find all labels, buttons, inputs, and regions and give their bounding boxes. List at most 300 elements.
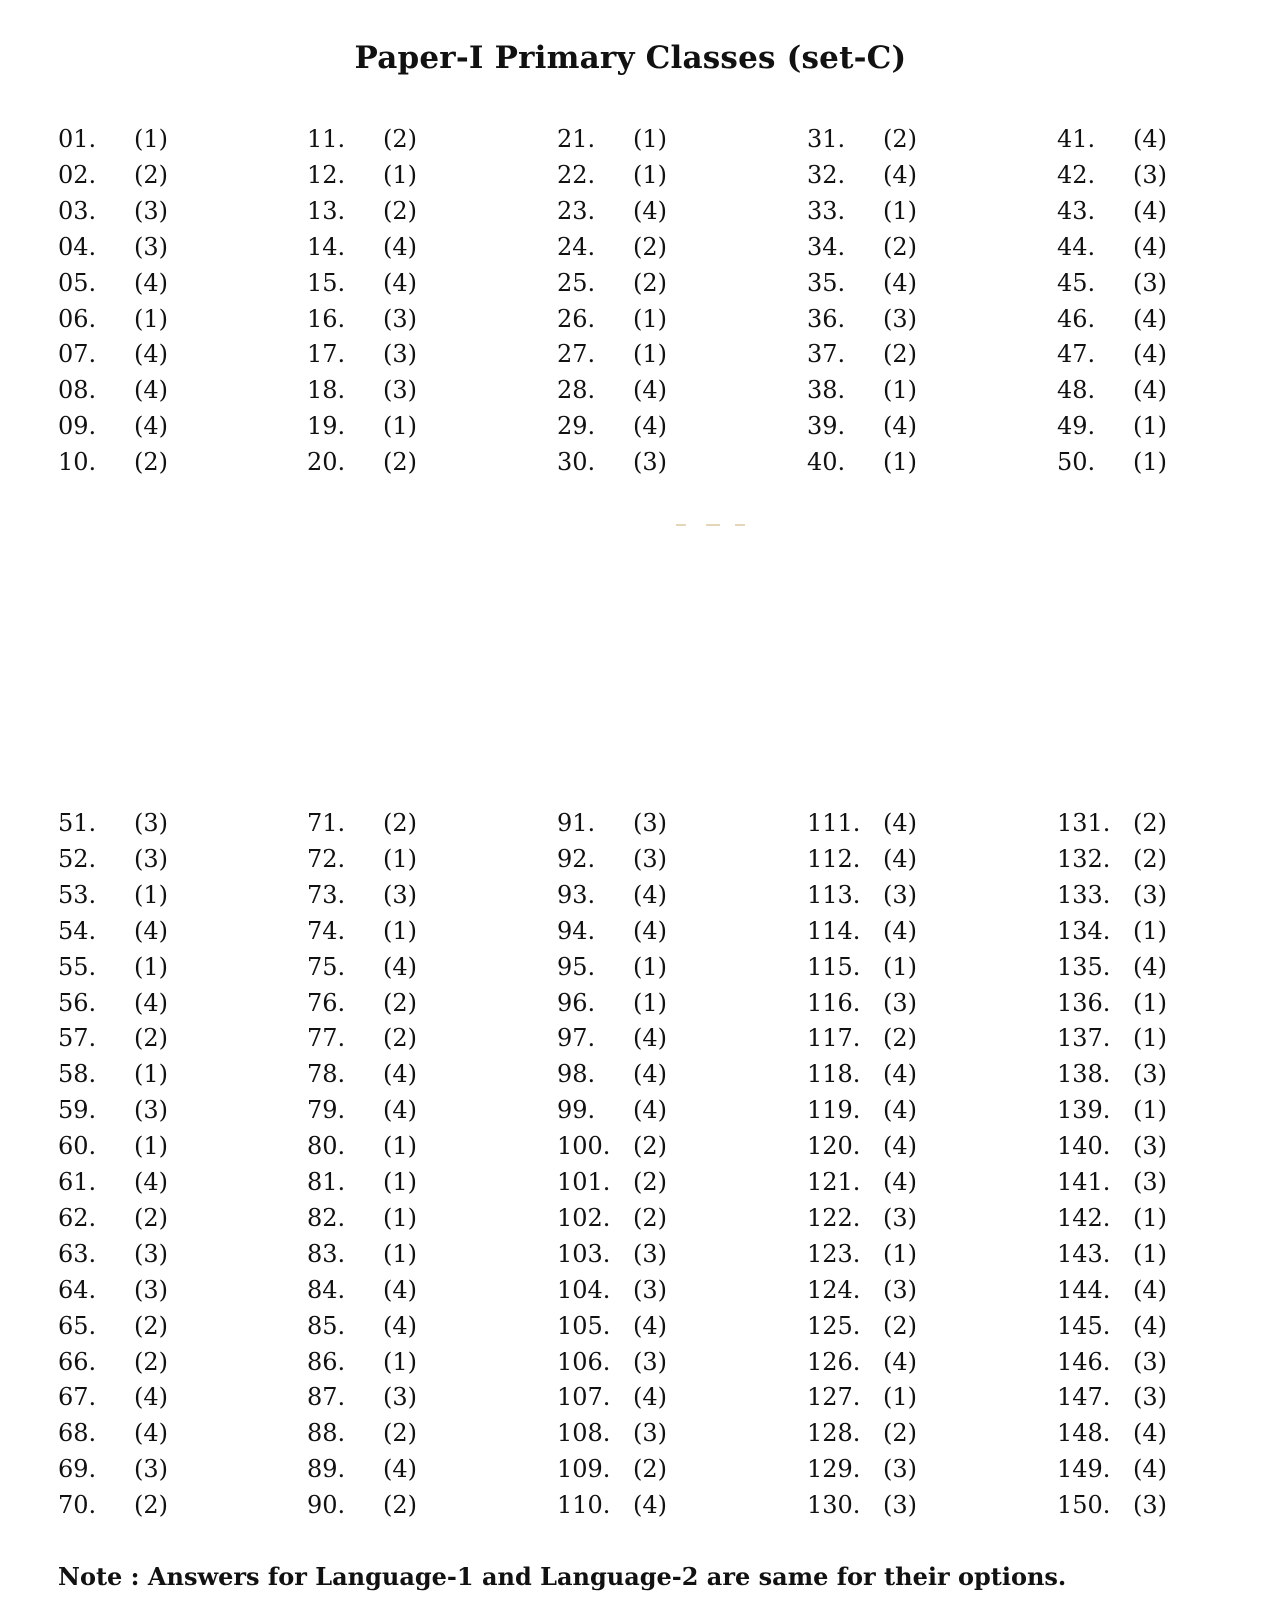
answer-option: (1) — [883, 448, 917, 477]
question-number: 35. — [807, 268, 846, 297]
question-number: 111. — [807, 809, 861, 837]
question-number: 06. — [58, 304, 97, 333]
scan-mark — [735, 524, 745, 526]
question-number: 76. — [307, 988, 346, 1017]
note: Note : Answers for Language-1 and Language-2 are same for their options. — [58, 1562, 1067, 1591]
question-number: 12. — [307, 160, 346, 189]
answer-option: (2) — [633, 1132, 667, 1161]
question-number: 42. — [1057, 160, 1096, 189]
question-number: 45. — [1057, 268, 1096, 297]
question-number: 106. — [557, 1347, 611, 1376]
answer-option: (1) — [633, 125, 667, 153]
question-number: 44. — [1057, 232, 1096, 261]
question-number: 121. — [807, 1168, 861, 1196]
question-number: 99. — [557, 1096, 596, 1125]
question-number: 59. — [58, 1096, 97, 1125]
question-number: 133. — [1057, 880, 1111, 909]
answer-option: (2) — [134, 1311, 168, 1340]
answer-option: (3) — [883, 304, 917, 333]
answer-option: (2) — [883, 1311, 917, 1340]
question-number: 57. — [58, 1024, 97, 1053]
question-number: 98. — [557, 1060, 596, 1089]
answer-option: (4) — [633, 1024, 667, 1053]
question-number: 11. — [307, 125, 346, 153]
answer-option: (3) — [1133, 160, 1167, 189]
answer-option: (3) — [383, 376, 417, 405]
answer-option: (1) — [383, 160, 417, 189]
question-number: 124. — [807, 1275, 861, 1304]
answer-option: (4) — [134, 1419, 168, 1448]
question-number: 128. — [807, 1419, 861, 1448]
answer-option: (4) — [1133, 196, 1167, 225]
question-number: 40. — [807, 448, 846, 477]
answer-option: (4) — [1133, 1455, 1167, 1484]
answer-option: (2) — [633, 1455, 667, 1484]
answer-option: (4) — [633, 880, 667, 909]
question-number: 134. — [1057, 916, 1111, 945]
question-number: 54. — [58, 916, 97, 945]
question-number: 69. — [58, 1455, 97, 1484]
answer-option: (2) — [883, 232, 917, 261]
question-number: 10. — [58, 448, 97, 477]
question-number: 70. — [58, 1491, 97, 1520]
question-number: 53. — [58, 880, 97, 909]
answer-option: (3) — [134, 1096, 168, 1125]
question-number: 17. — [307, 340, 346, 369]
question-number: 143. — [1057, 1239, 1111, 1268]
question-number: 48. — [1057, 376, 1096, 405]
question-number: 116. — [807, 988, 861, 1017]
answer-option: (3) — [1133, 1491, 1167, 1520]
answer-option: (2) — [134, 1347, 168, 1376]
answer-option: (1) — [1133, 1096, 1167, 1125]
answer-option: (3) — [883, 1455, 917, 1484]
answer-option: (3) — [1133, 880, 1167, 909]
answer-option: (2) — [633, 1168, 667, 1196]
answer-option: (4) — [633, 1311, 667, 1340]
question-number: 105. — [557, 1311, 611, 1340]
question-number: 117. — [807, 1024, 861, 1053]
question-number: 104. — [557, 1275, 611, 1304]
answer-option: (3) — [633, 448, 667, 477]
answer-option: (4) — [134, 376, 168, 405]
answer-option: (4) — [134, 340, 168, 369]
question-number: 16. — [307, 304, 346, 333]
answer-option: (3) — [883, 880, 917, 909]
question-number: 146. — [1057, 1347, 1111, 1376]
answer-option: (4) — [383, 1096, 417, 1125]
question-number: 115. — [807, 952, 861, 981]
question-number: 122. — [807, 1203, 861, 1232]
answer-option: (3) — [134, 844, 168, 873]
question-number: 114. — [807, 916, 861, 945]
answer-option: (3) — [883, 1203, 917, 1232]
question-number: 79. — [307, 1096, 346, 1125]
answer-option: (2) — [383, 196, 417, 225]
question-number: 82. — [307, 1203, 346, 1232]
answer-option: (3) — [1133, 1383, 1167, 1412]
question-number: 145. — [1057, 1311, 1111, 1340]
question-number: 113. — [807, 880, 861, 909]
question-number: 02. — [58, 160, 97, 189]
answer-option: (3) — [633, 809, 667, 837]
question-number: 65. — [58, 1311, 97, 1340]
question-number: 01. — [58, 125, 97, 153]
question-number: 52. — [58, 844, 97, 873]
answer-option: (4) — [633, 1096, 667, 1125]
question-number: 131. — [1057, 809, 1111, 837]
question-number: 04. — [58, 232, 97, 261]
answer-option: (4) — [1133, 304, 1167, 333]
answer-option: (3) — [1133, 1347, 1167, 1376]
answer-option: (2) — [883, 340, 917, 369]
answer-option: (1) — [134, 880, 168, 909]
answer-option: (2) — [383, 1024, 417, 1053]
answer-option: (1) — [1133, 916, 1167, 945]
answer-option: (4) — [633, 1491, 667, 1520]
answer-option: (2) — [1133, 844, 1167, 873]
question-number: 27. — [557, 340, 596, 369]
answer-option: (4) — [1133, 232, 1167, 261]
answer-option: (1) — [633, 340, 667, 369]
question-number: 31. — [807, 125, 846, 153]
answer-option: (1) — [1133, 1024, 1167, 1053]
question-number: 49. — [1057, 412, 1096, 441]
question-number: 38. — [807, 376, 846, 405]
answer-option: (2) — [883, 1419, 917, 1448]
question-number: 78. — [307, 1060, 346, 1089]
question-number: 141. — [1057, 1168, 1111, 1196]
answer-option: (1) — [1133, 412, 1167, 441]
answer-option: (3) — [633, 1419, 667, 1448]
answer-option: (3) — [383, 1383, 417, 1412]
question-number: 75. — [307, 952, 346, 981]
question-number: 140. — [1057, 1132, 1111, 1161]
question-number: 30. — [557, 448, 596, 477]
answer-option: (1) — [633, 952, 667, 981]
question-number: 137. — [1057, 1024, 1111, 1053]
answer-option: (1) — [883, 376, 917, 405]
answer-option: (4) — [633, 412, 667, 441]
answer-option: (4) — [383, 1455, 417, 1484]
answer-option: (1) — [883, 1383, 917, 1412]
question-number: 102. — [557, 1203, 611, 1232]
question-number: 39. — [807, 412, 846, 441]
scan-mark — [706, 524, 720, 526]
answer-option: (4) — [134, 916, 168, 945]
answer-option: (3) — [383, 880, 417, 909]
question-number: 150. — [1057, 1491, 1111, 1520]
question-number: 19. — [307, 412, 346, 441]
answer-option: (2) — [134, 160, 168, 189]
question-number: 135. — [1057, 952, 1111, 981]
answer-option: (2) — [383, 1491, 417, 1520]
answer-option: (1) — [383, 1203, 417, 1232]
answer-option: (4) — [1133, 376, 1167, 405]
answer-option: (1) — [1133, 988, 1167, 1017]
answer-option: (4) — [134, 1383, 168, 1412]
question-number: 68. — [58, 1419, 97, 1448]
answer-option: (3) — [134, 1275, 168, 1304]
question-number: 139. — [1057, 1096, 1111, 1125]
question-number: 33. — [807, 196, 846, 225]
answer-option: (4) — [383, 232, 417, 261]
question-number: 148. — [1057, 1419, 1111, 1448]
answer-option: (4) — [883, 916, 917, 945]
question-number: 29. — [557, 412, 596, 441]
question-number: 110. — [557, 1491, 611, 1520]
question-number: 66. — [58, 1347, 97, 1376]
answer-option: (3) — [883, 1275, 917, 1304]
answer-option: (4) — [883, 1168, 917, 1196]
question-number: 25. — [557, 268, 596, 297]
question-number: 15. — [307, 268, 346, 297]
answer-option: (4) — [1133, 1419, 1167, 1448]
question-number: 55. — [58, 952, 97, 981]
question-number: 109. — [557, 1455, 611, 1484]
answer-option: (4) — [383, 1311, 417, 1340]
question-number: 86. — [307, 1347, 346, 1376]
question-number: 14. — [307, 232, 346, 261]
answer-option: (3) — [383, 304, 417, 333]
question-number: 77. — [307, 1024, 346, 1053]
question-number: 118. — [807, 1060, 861, 1089]
answer-option: (2) — [134, 1491, 168, 1520]
question-number: 112. — [807, 844, 861, 873]
answer-option: (3) — [1133, 1168, 1167, 1196]
answer-option: (4) — [883, 1347, 917, 1376]
answer-option: (4) — [633, 916, 667, 945]
question-number: 93. — [557, 880, 596, 909]
answer-option: (1) — [633, 304, 667, 333]
question-number: 43. — [1057, 196, 1096, 225]
question-number: 74. — [307, 916, 346, 945]
answer-option: (1) — [1133, 448, 1167, 477]
question-number: 23. — [557, 196, 596, 225]
answer-option: (1) — [633, 160, 667, 189]
question-number: 85. — [307, 1311, 346, 1340]
answer-option: (4) — [633, 196, 667, 225]
question-number: 08. — [58, 376, 97, 405]
question-number: 100. — [557, 1132, 611, 1161]
answer-option: (4) — [1133, 340, 1167, 369]
question-number: 13. — [307, 196, 346, 225]
answer-option: (4) — [633, 1060, 667, 1089]
answer-option: (1) — [383, 844, 417, 873]
answer-option: (4) — [633, 376, 667, 405]
answer-option: (1) — [1133, 1203, 1167, 1232]
question-number: 130. — [807, 1491, 861, 1520]
question-number: 60. — [58, 1132, 97, 1161]
answer-option: (3) — [134, 196, 168, 225]
question-number: 63. — [58, 1239, 97, 1268]
question-number: 107. — [557, 1383, 611, 1412]
question-number: 47. — [1057, 340, 1096, 369]
answer-option: (4) — [633, 1383, 667, 1412]
answer-option: (3) — [134, 1455, 168, 1484]
question-number: 84. — [307, 1275, 346, 1304]
question-number: 96. — [557, 988, 596, 1017]
question-number: 127. — [807, 1383, 861, 1412]
question-number: 20. — [307, 448, 346, 477]
answer-option: (4) — [383, 268, 417, 297]
question-number: 61. — [58, 1168, 97, 1196]
answer-option: (4) — [883, 809, 917, 837]
question-number: 09. — [58, 412, 97, 441]
answer-option: (3) — [633, 844, 667, 873]
question-number: 07. — [58, 340, 97, 369]
question-number: 73. — [307, 880, 346, 909]
answer-option: (1) — [633, 988, 667, 1017]
answer-option: (4) — [1133, 125, 1167, 153]
question-number: 92. — [557, 844, 596, 873]
question-number: 18. — [307, 376, 346, 405]
question-number: 64. — [58, 1275, 97, 1304]
answer-option: (3) — [134, 232, 168, 261]
answer-option: (2) — [383, 125, 417, 153]
scan-mark — [676, 524, 686, 526]
question-number: 129. — [807, 1455, 861, 1484]
answer-option: (4) — [883, 844, 917, 873]
answer-option: (3) — [134, 1239, 168, 1268]
answer-option: (4) — [883, 268, 917, 297]
answer-option: (1) — [383, 1132, 417, 1161]
answer-option: (4) — [1133, 1311, 1167, 1340]
question-number: 108. — [557, 1419, 611, 1448]
answer-option: (1) — [134, 952, 168, 981]
question-number: 142. — [1057, 1203, 1111, 1232]
answer-option: (1) — [383, 1347, 417, 1376]
answer-option: (1) — [883, 196, 917, 225]
answer-option: (4) — [134, 988, 168, 1017]
answer-option: (2) — [383, 1419, 417, 1448]
answer-option: (2) — [883, 1024, 917, 1053]
question-number: 28. — [557, 376, 596, 405]
answer-option: (3) — [883, 988, 917, 1017]
question-number: 36. — [807, 304, 846, 333]
question-number: 95. — [557, 952, 596, 981]
question-number: 123. — [807, 1239, 861, 1268]
answer-option: (2) — [134, 448, 168, 477]
question-number: 126. — [807, 1347, 861, 1376]
answer-option: (2) — [134, 1024, 168, 1053]
question-number: 56. — [58, 988, 97, 1017]
answer-option: (1) — [883, 1239, 917, 1268]
answer-option: (1) — [383, 412, 417, 441]
answer-option: (2) — [134, 1203, 168, 1232]
answer-option: (1) — [134, 1132, 168, 1161]
answer-option: (2) — [383, 988, 417, 1017]
question-number: 62. — [58, 1203, 97, 1232]
question-number: 144. — [1057, 1275, 1111, 1304]
question-number: 67. — [58, 1383, 97, 1412]
question-number: 97. — [557, 1024, 596, 1053]
question-number: 103. — [557, 1239, 611, 1268]
answer-option: (3) — [633, 1239, 667, 1268]
question-number: 37. — [807, 340, 846, 369]
question-number: 147. — [1057, 1383, 1111, 1412]
question-number: 125. — [807, 1311, 861, 1340]
answer-option: (2) — [633, 232, 667, 261]
answer-option: (1) — [383, 916, 417, 945]
answer-option: (4) — [883, 1096, 917, 1125]
page-title: Paper-I Primary Classes (set-C) — [354, 40, 907, 76]
question-number: 80. — [307, 1132, 346, 1161]
question-number: 90. — [307, 1491, 346, 1520]
question-number: 51. — [58, 809, 97, 837]
question-number: 34. — [807, 232, 846, 261]
question-number: 136. — [1057, 988, 1111, 1017]
answer-option: (2) — [633, 1203, 667, 1232]
answer-option: (3) — [633, 1347, 667, 1376]
answer-option: (3) — [633, 1275, 667, 1304]
answer-option: (4) — [883, 1060, 917, 1089]
question-number: 119. — [807, 1096, 861, 1125]
question-number: 120. — [807, 1132, 861, 1161]
answer-option: (4) — [1133, 952, 1167, 981]
question-number: 88. — [307, 1419, 346, 1448]
question-number: 21. — [557, 125, 596, 153]
question-number: 26. — [557, 304, 596, 333]
answer-option: (1) — [134, 1060, 168, 1089]
answer-option: (4) — [883, 412, 917, 441]
answer-option: (3) — [134, 809, 168, 837]
question-number: 132. — [1057, 844, 1111, 873]
answer-option: (1) — [134, 125, 168, 153]
answer-option: (1) — [1133, 1239, 1167, 1268]
answer-option: (1) — [134, 304, 168, 333]
question-number: 149. — [1057, 1455, 1111, 1484]
answer-option: (3) — [1133, 268, 1167, 297]
answer-option: (2) — [1133, 809, 1167, 837]
question-number: 83. — [307, 1239, 346, 1268]
question-number: 101. — [557, 1168, 611, 1196]
question-number: 91. — [557, 809, 596, 837]
answer-option: (1) — [383, 1168, 417, 1196]
answer-option: (3) — [883, 1491, 917, 1520]
question-number: 71. — [307, 809, 346, 837]
question-number: 72. — [307, 844, 346, 873]
question-number: 32. — [807, 160, 846, 189]
answer-option: (4) — [383, 1060, 417, 1089]
answer-option: (4) — [134, 268, 168, 297]
answer-option: (2) — [383, 809, 417, 837]
answer-option: (4) — [883, 160, 917, 189]
question-number: 58. — [58, 1060, 97, 1089]
question-number: 50. — [1057, 448, 1096, 477]
answer-option: (1) — [383, 1239, 417, 1268]
question-number: 24. — [557, 232, 596, 261]
answer-option: (3) — [383, 340, 417, 369]
answer-option: (2) — [883, 125, 917, 153]
answer-option: (4) — [383, 1275, 417, 1304]
answer-option: (3) — [1133, 1060, 1167, 1089]
answer-option: (4) — [1133, 1275, 1167, 1304]
question-number: 03. — [58, 196, 97, 225]
question-number: 46. — [1057, 304, 1096, 333]
answer-option: (1) — [883, 952, 917, 981]
answer-option: (4) — [883, 1132, 917, 1161]
answer-option: (2) — [383, 448, 417, 477]
question-number: 138. — [1057, 1060, 1111, 1089]
question-number: 81. — [307, 1168, 346, 1196]
question-number: 22. — [557, 160, 596, 189]
answer-option: (4) — [134, 1168, 168, 1196]
question-number: 05. — [58, 268, 97, 297]
answer-option: (2) — [633, 268, 667, 297]
answer-option: (4) — [383, 952, 417, 981]
question-number: 94. — [557, 916, 596, 945]
